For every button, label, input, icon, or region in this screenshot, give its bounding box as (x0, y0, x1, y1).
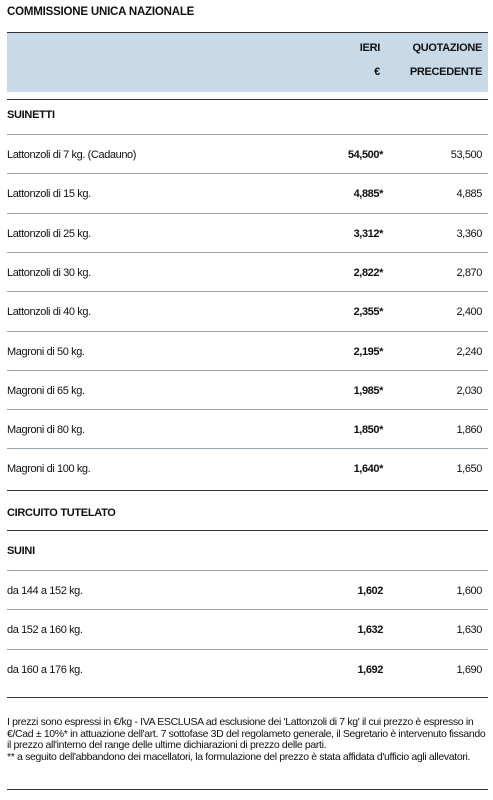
cell-ieri: 54,500* (347, 149, 383, 161)
table-row (7, 409, 488, 450)
cell-prec: 1,600 (456, 585, 482, 597)
section-label: SUINI (7, 545, 35, 557)
cell-prec: 53,500 (450, 149, 482, 161)
cell-name: Magroni di 80 kg. (7, 424, 85, 437)
table-header (7, 32, 488, 92)
cell-prec: 1,690 (456, 663, 482, 676)
section-suinetti (7, 100, 488, 128)
cell-ieri: 2,355* (353, 306, 383, 319)
section-rule (7, 530, 488, 531)
cell-ieri: 1,850* (353, 424, 383, 437)
cell-ieri: 2,195* (353, 345, 383, 358)
section-circuito-tutelato (7, 498, 488, 526)
section-label: CIRCUITO TUTELATO (7, 507, 116, 519)
cell-prec: 4,885 (456, 188, 482, 201)
table-row (7, 370, 488, 411)
section-rule (7, 490, 488, 491)
precedente-label: PRECEDENTE (409, 66, 482, 78)
cell-ieri: 1,692 (357, 663, 383, 676)
table-row (7, 252, 488, 293)
cell-ieri: 2,822* (353, 266, 383, 279)
cell-name: da 152 a 160 kg. (7, 624, 83, 637)
table-row (7, 570, 488, 611)
cell-ieri: 4,885* (353, 188, 383, 201)
top-rule (7, 32, 488, 33)
cell-ieri: 3,312* (353, 227, 383, 240)
cell-name: Lattonzoli di 40 kg. (7, 306, 91, 319)
section-label: SUINETTI (7, 109, 55, 121)
cell-name: Lattonzoli di 7 kg. (Cadauno) (7, 149, 137, 161)
cell-prec: 1,630 (456, 624, 482, 637)
table-row (7, 448, 488, 489)
footnote-line: ** a seguito dell'abbandono dei macellatori, la formulazione del prezzo è stata affidata d'ufficio agli allevatori. (7, 750, 471, 763)
cell-prec: 3,360 (456, 227, 482, 240)
ieri-label: IERI (359, 42, 380, 54)
table-row (7, 134, 488, 175)
cell-prec: 2,030 (456, 384, 482, 397)
bottom-rule (7, 789, 488, 790)
quotazione-label: QUOTAZIONE (412, 42, 482, 54)
cell-ieri: 1,602 (357, 585, 383, 597)
column-header-precedente (410, 42, 482, 78)
cell-ieri: 1,985* (353, 384, 383, 397)
table-bottom-rule (7, 697, 488, 698)
cell-name: Lattonzoli di 25 kg. (7, 227, 91, 240)
cell-name: Magroni di 50 kg. (7, 345, 85, 358)
cell-name: Lattonzoli di 30 kg. (7, 266, 91, 279)
table-row (7, 649, 488, 690)
table-row (7, 609, 488, 650)
cell-name: Magroni di 65 kg. (7, 384, 85, 397)
cell-name: Lattonzoli di 15 kg. (7, 188, 91, 201)
page-title: COMMISSIONE UNICA NAZIONALE (7, 6, 195, 18)
cell-prec: 1,860 (456, 424, 482, 437)
table-row (7, 213, 488, 254)
table-row (7, 331, 488, 372)
cell-prec: 2,240 (456, 345, 482, 358)
footnote-line: I prezzi sono espressi in €/kg - IVA ESCLUSA ad esclusione dei 'Lattonzoli di 7 kg' il cui prezzo è espresso in €/Cad ± 10%* in attuazione dell'art. 7 sottofase 3D del regolameto generale, il Segretario è intervenuto fissando il prezzo all'interno del range delle ultime dichiarazioni di prezzo delle parti. (7, 716, 486, 751)
column-header-ieri (360, 42, 380, 78)
cell-name: da 144 a 152 kg. (7, 585, 83, 597)
cell-ieri: 1,632 (357, 624, 383, 637)
cell-prec: 2,400 (456, 306, 482, 319)
cell-prec: 1,650 (456, 463, 482, 476)
table-row (7, 291, 488, 332)
currency-label: € (374, 66, 380, 78)
cell-name: da 160 a 176 kg. (7, 663, 83, 676)
section-suini (7, 536, 488, 564)
cell-name: Magroni di 100 kg. (7, 463, 91, 476)
cell-ieri: 1,640* (353, 463, 383, 476)
table-row (7, 173, 488, 214)
cell-prec: 2,870 (456, 266, 482, 279)
footnote (7, 717, 488, 763)
